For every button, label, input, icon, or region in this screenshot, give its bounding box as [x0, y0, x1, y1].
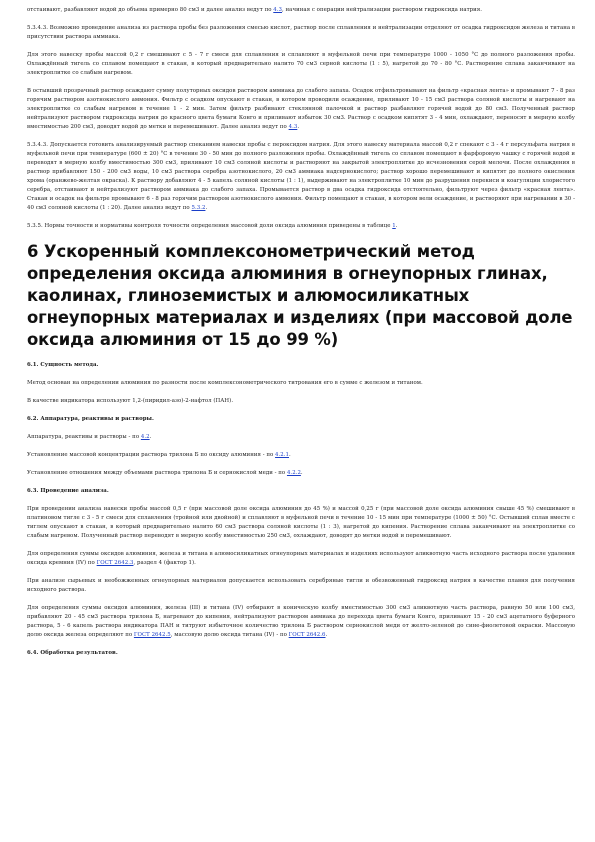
reference-link[interactable]: 4.2.2 [286, 470, 301, 476]
paragraph-text: 5.3.4.3. Допускается готовить анализируемый раствор спеканием навески пробы с пероксидом натрия. Для этого навеску материала массой 0,2 г спекают с 3 - 4 г персульфата натрия в муфельной печи при температуре (600 ± 20) °С в течение 30 - 50 мин до полного разложения пробы. Охлаждённый тигель со сплавом помещают в фарфоровую чашку с горячей водой и переводят в мерную колбу вместимостью 300 см3, приливают 10 см3 соляной кислоты и растворяют на закрытой электроплитке до исчезновения серой мелочи. После охлаждения в раствор прибавляют 150 - 200 см3 воды, 10 см3 раствора серебра азотнокислого, 20 см3 аммиака надсернокислого; раствор хорошо перемешивают и кипятят до полного окисления хрома (оранжево-желтая окраска). К раствору добавляют 4 - 5 капель соляной кислоты (1 : 1), выдерживают на электроплитке 10 мин до разрушения перекиси и коагуляции хлористого серебра, отстаивают и нейтрализуют раствором аммиака до слабого запаха. Промывается раствор в два осадка гидроксида отстоятельно, фильтруют через фильтр «красная лента». Стакан и осадок на фильтре промывают 6 - 8 раз горячим раствором азотнокислого аммония. Фильтр помещают в стакан, в котором вели осаждение, и растворяют при нагревании в 30 - 40 см3 соляной кислоты (1 : 20). Далее анализ ведут по [27, 142, 575, 211]
paragraph [27, 397, 575, 406]
subsection-title [27, 487, 575, 496]
paragraph-text: В остывший прозрачный раствор осаждают сумму полуторных оксидов раствором аммиака до слабого запаха. Осадок отфильтровывают на фильтр «красная лента» и промывают 7 - 8 раз горячим раствором азотнокислого аммония. Фильтр с осадком опускают в стакан, в котором проводили осаждение, приливают 10 - 15 см3 раствора соляной кислоты и нагревают на электроплитке со слабым нагревом в течение 1 - 2 мин. Затем фильтр разбивают стеклянной палочкой и раствор разбавляют горячей водой до 80 см3. Полученный раствор нейтрализуют раствором гидроксида натрия до красного цвета бумаги Конго и приливают избыток 30 см3. Раствор с осадком кипятят 3 - 4 мин, охлаждают, переносят в мерную колбу вместимостью 200 см3, доводят водой до метки и перемешивают. Далее анализ ведут по [27, 88, 575, 130]
reference-link[interactable]: 1 [392, 223, 396, 229]
paragraph [27, 51, 575, 78]
top-paragraphs [27, 6, 575, 231]
subsection-title [27, 415, 575, 424]
paragraph-text: Установление отношения между объемами раствора трилона Б и сернокислой меди - по [27, 470, 287, 476]
paragraph-text: Для определения суммы оксидов алюминия, железа и титана в алюмосиликатных огнеупорных материалах и изделиях используют аликвотную часть исходного раствора после удаления оксида кремния (IV) по [27, 551, 575, 566]
paragraph-text: При анализе сырьевых и необожженных огнеупорных материалов допускается использовать серебряные тигли и обезвоженный гидроксид натрия в качестве плавня для получения исходного раствора. [27, 578, 575, 593]
paragraph [27, 87, 575, 132]
paragraph [27, 222, 575, 231]
reference-link[interactable]: ГОСТ 2642.5 [133, 632, 171, 638]
paragraph [27, 379, 575, 388]
paragraph-text: При проведении анализа навески пробы массой 0,5 г (при массовой доле оксида алюминия до 45 %) и массой 0,25 г (при массовой доле оксида алюминия свыше 45 %) смешивают в платиновом тигле с 3 - 5 г смеси для сплавления (тройной или двойной) и сплавляют в муфельной печи в течение 10 - 15 мин при температуре (1000 ± 50) °С. Остывший сплав вместе с тиглем опускают в стакан, в который предварительно налито 60 см3 раствора соляной кислоты (1 : 3), нагретой до кипения. Растворение сплава заканчивают на электроплитке со слабым нагревом. Полученный раствор переводят в мерную колбу вместимостью 250 см3, охлаждают, доводят до метки водой и перемешивают. [27, 506, 575, 539]
paragraph [27, 505, 575, 541]
paragraph [27, 433, 575, 442]
paragraph-text: Метод основан на определении алюминия по разности после комплексонометрического титрования его в сумме с железом и титаном. [27, 380, 423, 386]
paragraph-text: В качестве индикатора используют 1,2-(пиридил-азо)-2-нафтол (ПАН). [27, 398, 234, 404]
section-heading: 6 Ускоренный комплексонометрический метод определения оксида алюминия в огнеупорных глинах, каолинах, глиноземистых и алюмосиликатных огнеупорных материалах и изделиях (при массовой доле оксида алюминия от 15 до 99 %) [27, 242, 573, 349]
paragraph-text: . [297, 124, 300, 130]
paragraph [27, 577, 575, 595]
reference-link[interactable]: 4.2 [140, 434, 150, 440]
paragraph-text: , начиная с операции нейтрализации раствором гидроксида натрия. [282, 7, 482, 13]
paragraph-text: 5.3.4.3. Возможно проведение анализа из раствора пробы без разложения смесью кислот, раствор после сплавления и нейтрализации отделяют от осадка гидроксидов железа и титана в присутствии раствора аммиака. [27, 25, 575, 40]
paragraph-text: . [395, 223, 398, 229]
paragraph [27, 6, 575, 15]
paragraph-text: 6.2. Аппаратура, реактивы и растворы. [27, 416, 154, 422]
paragraph-text: 5.3.5. Нормы точности и нормативы контроля точности определения массовой доли оксида алюминия приведены в таблице [27, 223, 393, 229]
paragraph-text: Для определения суммы оксидов алюминия, железа (III) и титана (IV) отбирают в коническую колбу вместимостью 300 см3 аликвотную часть раствора, равную 50 или 100 см3, прибавляют 20 - 45 см3 раствора трилона Б, нагревают до кипения, нейтрализуют раствором аммиака до перехода цвета бумаги Конго, приливают 15 - 20 см3 ацетатного буферного раствора, 5 - 6 капель раствора индикатора ПАН и титруют избыточное количество трилона Б раствором сернокислой меди от желто-зеленой до сине-фиолетовой окраски. Массовую долю оксида железа определяют по [27, 605, 575, 638]
paragraph-text: , раздел 4 (фактор 1). [133, 560, 196, 566]
reference-link[interactable]: ГОСТ 2642.6 [288, 632, 326, 638]
paragraph-text: . [289, 452, 291, 458]
paragraph [27, 141, 575, 213]
paragraph-text: , массовую долю оксида титана (IV) - по [170, 632, 289, 638]
paragraph [27, 24, 575, 42]
reference-link[interactable]: 4.3 [273, 7, 283, 13]
reference-link[interactable]: 4.3 [288, 124, 298, 130]
subsection-title [27, 649, 575, 658]
paragraph [27, 604, 575, 640]
reference-link[interactable]: ГОСТ 2642.3 [96, 560, 134, 566]
paragraph-text: . [300, 470, 303, 476]
paragraph-text: Аппаратура, реактивы и растворы - по [27, 434, 141, 440]
bottom-paragraphs [27, 361, 575, 658]
paragraph-text: . [325, 632, 328, 638]
paragraph-text: Установление массовой концентрации раствора трилона Б по оксиду алюминия - по [27, 452, 276, 458]
reference-link[interactable]: 4.2.1 [275, 452, 290, 458]
reference-link[interactable]: 5.3.2 [191, 205, 206, 211]
paragraph [27, 469, 575, 478]
paragraph-text: Для этого навеску пробы массой 0,2 г смешивают с 5 - 7 г смеси для сплавления и сплавляют в муфельной печи при температуре 1000 - 1050 °С до полного разложения пробы. Охлаждённый тигель со сплавом помещают в стакан, в который предварительно налито 70 см3 серной кислоты (1 : 5), нагретой до 70 - 80 °С. Растворение сплава заканчивают на электроплитке со слабым нагревом. [27, 52, 575, 76]
paragraph-text: . [205, 205, 208, 211]
paragraph-text: 6.4. Обработка результатов. [27, 650, 118, 656]
paragraph [27, 550, 575, 568]
paragraph-text: . [149, 434, 152, 440]
paragraph-text: 6.1. Сущность метода. [27, 362, 99, 368]
paragraph-text: отстаивают, разбавляют водой до объема примерно 80 см3 и далее анализ ведут по [27, 7, 274, 13]
paragraph [27, 451, 575, 460]
subsection-title [27, 361, 575, 370]
paragraph-text: 6.3. Проведение анализа. [27, 488, 109, 494]
